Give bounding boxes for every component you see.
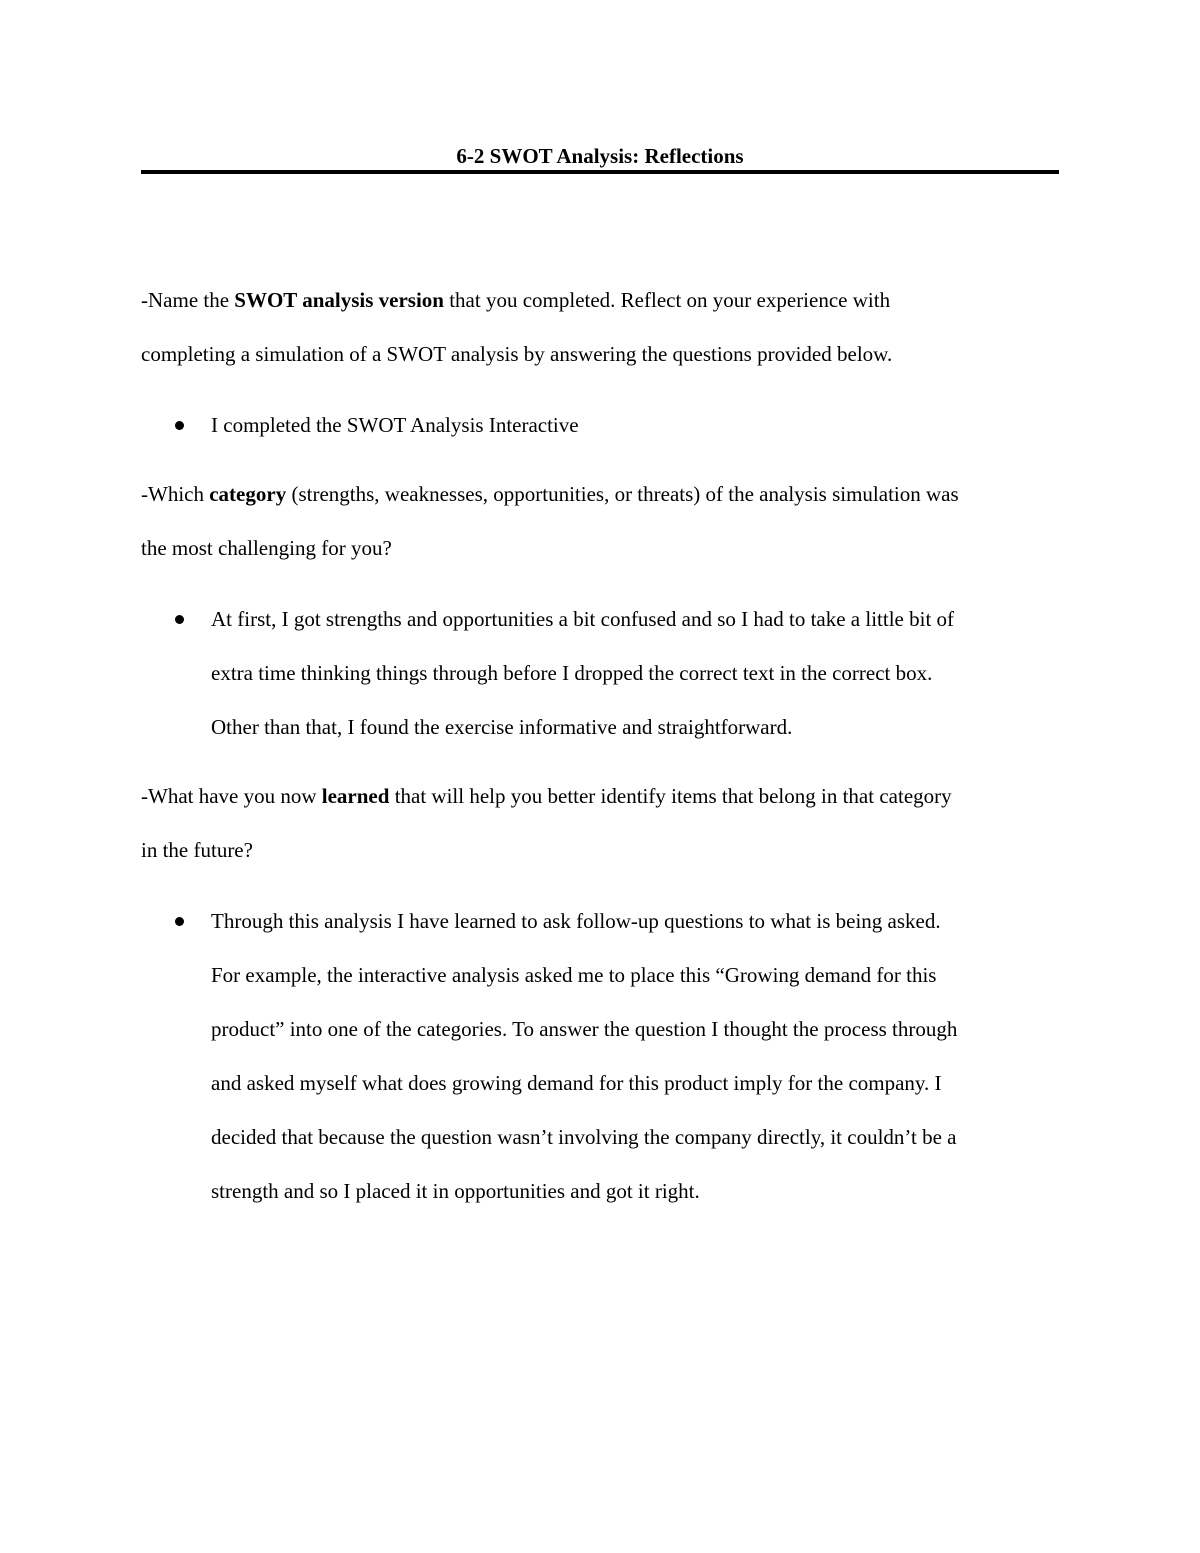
question-3-prefix: -What have you now	[141, 784, 322, 808]
answer-3-line-5: decided that because the question wasn’t involving the company directly, it couldn’t be a	[211, 1125, 957, 1149]
answer-3-line-3: product” into one of the categories. To answer the question I thought the process through	[211, 1017, 958, 1041]
title-underline	[141, 170, 1059, 174]
question-3-line-2: in the future?	[141, 838, 253, 862]
bullet-icon	[175, 917, 184, 926]
bullet-icon	[175, 421, 184, 430]
question-1-prefix: -Name the	[141, 288, 235, 312]
question-3-keyword: learned	[321, 784, 390, 808]
question-1-suffix: that you completed. Reflect on your experience with	[443, 288, 891, 312]
answer-3-line-6: strength and so I placed it in opportunities and got it right.	[211, 1179, 700, 1203]
question-3-line-1	[141, 782, 952, 810]
question-1-line-1	[141, 286, 890, 314]
answer-2-line-2: extra time thinking things through before I dropped the correct text in the correct box.	[211, 661, 933, 685]
answer-2-line-3: Other than that, I found the exercise informative and straightforward.	[211, 715, 793, 739]
question-1-keyword: SWOT analysis version	[234, 288, 444, 312]
question-3-suffix: that will help you better identify items that belong in that category	[389, 784, 952, 808]
question-2-prefix: -Which	[141, 482, 210, 506]
question-1-line-2: completing a simulation of a SWOT analysis by answering the questions provided below.	[141, 342, 893, 366]
answer-3-line-4: and asked myself what does growing demand for this product imply for the company. I	[211, 1071, 942, 1095]
page-title: 6-2 SWOT Analysis: Reflections	[456, 144, 744, 168]
question-2-suffix: (strengths, weaknesses, opportunities, or threats) of the analysis simulation was	[286, 482, 959, 506]
question-2-line-1	[141, 480, 959, 508]
bullet-icon	[175, 615, 184, 624]
question-2-line-2: the most challenging for you?	[141, 536, 392, 560]
answer-2-line-1: At first, I got strengths and opportunities a bit confused and so I had to take a little bit of	[211, 607, 955, 631]
answer-1-line-1: I completed the SWOT Analysis Interactive	[211, 413, 579, 437]
answer-3-line-1: Through this analysis I have learned to ask follow-up questions to what is being asked.	[211, 909, 941, 933]
question-2-keyword: category	[209, 482, 287, 506]
answer-3-line-2: For example, the interactive analysis asked me to place this “Growing demand for this	[211, 963, 937, 987]
